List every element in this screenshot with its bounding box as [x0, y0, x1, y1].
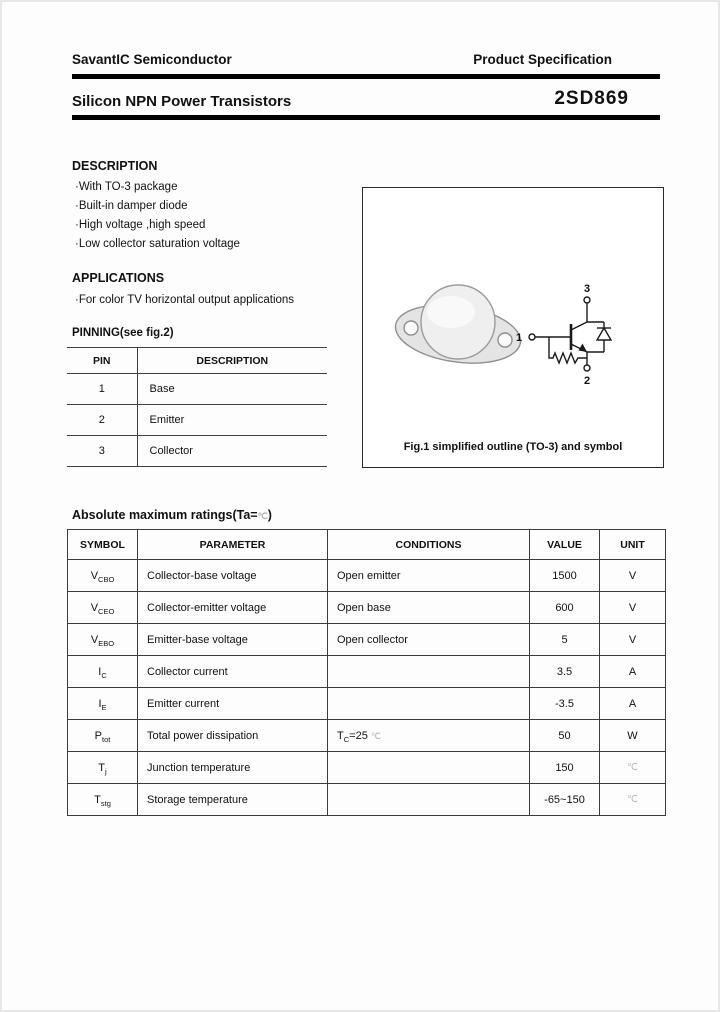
value-cell: 1500: [530, 560, 600, 592]
table-row: [67, 374, 327, 405]
pin3-label: 3: [583, 283, 591, 295]
degree-symbol: ℃: [370, 730, 381, 741]
title-divider: [72, 115, 660, 120]
description-item: ·Low collector saturation voltage: [75, 238, 240, 250]
value-cell: 3.5: [530, 656, 600, 688]
value-cell: 150: [530, 752, 600, 784]
pin1-label: 1: [515, 332, 523, 344]
symbol-main: I: [98, 665, 102, 678]
symbol-cell: [68, 784, 138, 816]
figure-caption: Fig.1 simplified outline (TO-3) and symbol: [403, 441, 623, 453]
condition-value: =25: [349, 729, 371, 742]
symbol-main: V: [90, 601, 99, 614]
doc-title: Silicon NPN Power Transistors: [72, 93, 292, 110]
parameter-cell: Junction temperature: [138, 752, 328, 784]
fig1-drawing: [363, 188, 665, 469]
ratings-heading: [72, 508, 272, 522]
pinning-heading: PINNING(see fig.2): [72, 327, 174, 339]
condition-sub: C: [343, 734, 350, 744]
symbol-cell: [68, 560, 138, 592]
table-row: [67, 436, 327, 467]
parameter-cell: Emitter current: [138, 688, 328, 720]
conditions-cell: Open collector: [328, 624, 530, 656]
ratings-heading-close: ): [267, 508, 272, 522]
pin2-label: 2: [583, 375, 591, 387]
symbol-cell: [68, 656, 138, 688]
symbol-sub: tot: [102, 734, 111, 744]
parameter-cell: Storage temperature: [138, 784, 328, 816]
conditions-column-header: CONDITIONS: [328, 530, 530, 560]
symbol-cell: [68, 688, 138, 720]
description-list: [75, 178, 240, 254]
symbol-main: T: [94, 793, 101, 806]
applications-item: ·For color TV horizontal output applications: [75, 294, 295, 306]
value-cell: -65~150: [530, 784, 600, 816]
transistor-symbol: [529, 297, 611, 371]
symbol-main: T: [98, 761, 106, 774]
symbol-sub: j: [105, 766, 107, 776]
table-row: [67, 405, 327, 436]
unit-cell: V: [600, 624, 666, 656]
figure-1-box: [362, 187, 664, 468]
symbol-sub: stg: [100, 798, 111, 808]
conditions-cell: [328, 688, 530, 720]
pin-description: Collector: [137, 436, 327, 467]
pinning-header-row: [67, 348, 327, 374]
degree-symbol: ℃: [257, 511, 268, 521]
unit-cell: ℃: [600, 752, 666, 784]
unit-cell: V: [600, 592, 666, 624]
parameter-cell: Total power dissipation: [138, 720, 328, 752]
symbol-sub: CBO: [98, 574, 115, 584]
vendor-name: SavantIC Semiconductor: [72, 52, 232, 67]
applications-heading: APPLICATIONS: [72, 271, 165, 285]
symbol-main: V: [90, 633, 99, 646]
part-number: 2SD869: [554, 88, 629, 109]
unit-cell: A: [600, 656, 666, 688]
description-item: ·With TO-3 package: [75, 181, 178, 193]
value-cell: -3.5: [530, 688, 600, 720]
conditions-cell: [328, 752, 530, 784]
table-row: [68, 784, 666, 816]
unit-cell: ℃: [600, 784, 666, 816]
table-row: [68, 592, 666, 624]
unit-cell: A: [600, 688, 666, 720]
conditions-cell: [328, 656, 530, 688]
conditions-cell: [328, 720, 530, 752]
unit-column-header: UNIT: [600, 530, 666, 560]
description-heading: DESCRIPTION: [72, 159, 158, 173]
unit-cell: W: [600, 720, 666, 752]
applications-list: [75, 291, 294, 310]
conditions-cell: Open base: [328, 592, 530, 624]
parameter-cell: Emitter-base voltage: [138, 624, 328, 656]
pin-description: Emitter: [137, 405, 327, 436]
symbol-cell: [68, 592, 138, 624]
parameter-column-header: PARAMETER: [138, 530, 328, 560]
value-column-header: VALUE: [530, 530, 600, 560]
symbol-sub: C: [101, 670, 107, 680]
parameter-cell: Collector-emitter voltage: [138, 592, 328, 624]
table-row: [68, 720, 666, 752]
symbol-main: I: [98, 697, 102, 710]
value-cell: 5: [530, 624, 600, 656]
spec-label: Product Specification: [473, 52, 612, 67]
ratings-heading-text: Absolute maximum ratings(Ta=: [72, 508, 258, 522]
symbol-sub: CEO: [98, 606, 115, 616]
pin-number: 1: [67, 374, 137, 405]
to3-package-drawing: [392, 285, 525, 370]
table-row: [68, 656, 666, 688]
symbol-cell: [68, 720, 138, 752]
description-item: ·High voltage ,high speed: [75, 219, 206, 231]
pin-number: 2: [67, 405, 137, 436]
parameter-cell: Collector-base voltage: [138, 560, 328, 592]
table-row: [68, 560, 666, 592]
symbol-column-header: SYMBOL: [68, 530, 138, 560]
ratings-table: [67, 529, 666, 816]
value-cell: 50: [530, 720, 600, 752]
conditions-cell: Open emitter: [328, 560, 530, 592]
pin-column-header: PIN: [67, 348, 137, 374]
pinning-table: [67, 347, 327, 467]
table-row: [68, 624, 666, 656]
description-item: ·Built-in damper diode: [75, 200, 188, 212]
description-column-header: DESCRIPTION: [137, 348, 327, 374]
symbol-cell: [68, 752, 138, 784]
header-divider: [72, 74, 660, 79]
table-row: [68, 688, 666, 720]
pin-number: 3: [67, 436, 137, 467]
symbol-sub: E: [101, 702, 107, 712]
pin-description: Base: [137, 374, 327, 405]
parameter-cell: Collector current: [138, 656, 328, 688]
symbol-main: P: [94, 729, 102, 742]
unit-cell: V: [600, 560, 666, 592]
symbol-cell: [68, 624, 138, 656]
table-row: [68, 752, 666, 784]
symbol-sub: EBO: [98, 638, 115, 648]
symbol-main: V: [90, 569, 99, 582]
value-cell: 600: [530, 592, 600, 624]
conditions-cell: [328, 784, 530, 816]
condition-symbol: T: [337, 729, 344, 742]
ratings-header-row: [68, 530, 666, 560]
